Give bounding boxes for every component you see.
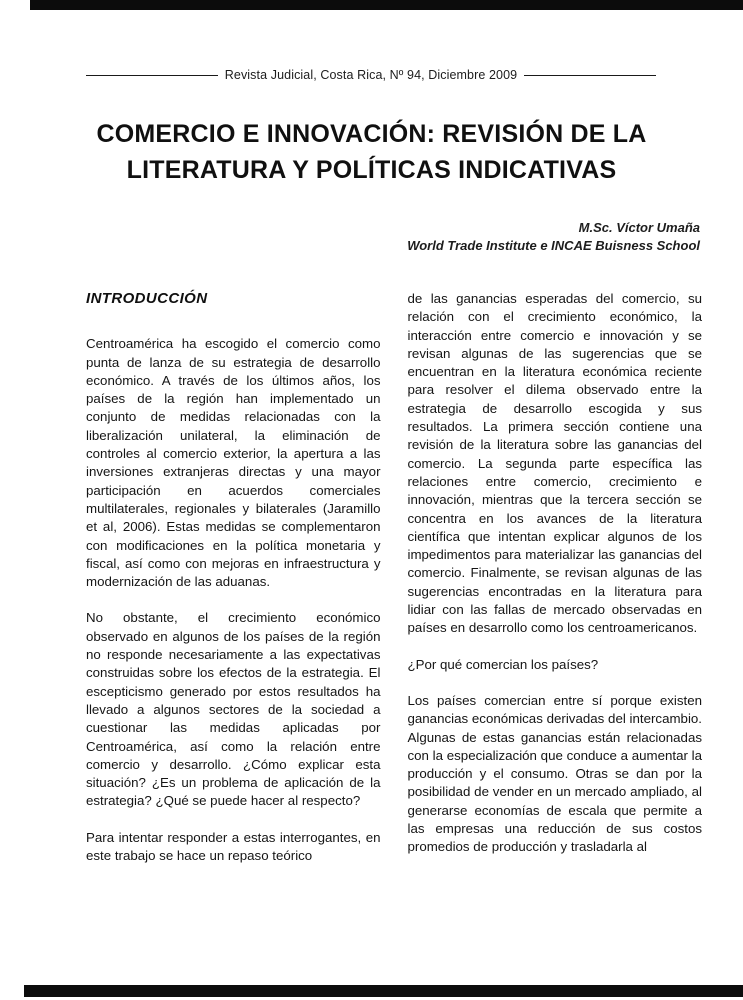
- question-heading: ¿Por qué comercian los países?: [407, 656, 599, 672]
- author-block: [407, 219, 700, 254]
- header-rule-right: [524, 75, 656, 76]
- article-title-line1: COMERCIO E INNOVACIÓN: REVISIÓN DE LA: [96, 120, 647, 148]
- body-columns: [86, 290, 702, 865]
- author-name: M.Sc. Víctor Umaña: [578, 220, 700, 235]
- header-rule-left: [86, 75, 218, 76]
- paragraph: de las ganancias esperadas del comercio, su relación con el crecimiento económico, la interacción entre comercio e innovación y se revisan algunas de las sugerencias que se encuentran en la literatura económica reciente para resolver el dilema observado entre la estrategia de desarrollo escogida y sus resultados. La primera sección contiene una revisión de la literatura sobre las ganancias del comercio. La segunda parte específica las relaciones entre comercio, crecimiento e innovación, mientras que la tercera sección se concentra en los avances de la literatura científica que intentan explicar algunos de los impedimentos para materializar las ganancias del comercio. Finalmente, se revisan algunas de las sugerencias encontradas en la literatura para lidiar con las fallas de mercado observadas en países en desarrollo como los centroamericanos.: [407, 291, 702, 636]
- top-border-bar: [30, 0, 743, 10]
- paragraph: Centroamérica ha escogido el comercio como punta de lanza de su estrategia de desarrollo económico. A través de los últimos años, los países de la región han implementado un conjunto de medidas relacionadas con la liberalización unilateral, la eliminación de controles al comercio exterior, la apertura a las inversiones extranjeras directas y una mayor participación en acuerdos comerciales multilaterales, regionales y bilaterales (Jaramillo et al, 2006). Estas medidas se complementaron con modificaciones en la política monetaria y fiscal, así como con mejoras en infraestructura y modernización de las aduanas.: [86, 336, 381, 590]
- article-title-line2: LITERATURA Y POLÍTICAS INDICATIVAS: [126, 156, 617, 184]
- article-title: [43, 116, 700, 188]
- section-heading-introduccion: INTRODUCCIÓN: [86, 290, 208, 307]
- left-column: [86, 290, 381, 865]
- right-column: [408, 290, 703, 865]
- paragraph: Para intentar responder a estas interrogantes, en este trabajo se hace un repaso teórico: [86, 829, 381, 864]
- author-affiliation: World Trade Institute e INCAE Buisness School: [407, 237, 700, 253]
- journal-header: [86, 68, 656, 82]
- bottom-border-bar: [24, 985, 743, 997]
- paragraph: Los países comercian entre sí porque existen ganancias económicas derivadas del intercambio. Algunas de estas ganancias están relacionadas con la especialización que conduce a aumentar la producción y el consumo. Otras se dan por la posibilidad de vender en un mercado ampliado, al generarse economías de escala que permite a las empresas una reducción de sus costos promedios de producción y trasladarla al: [407, 692, 702, 855]
- journal-info: Revista Judicial, Costa Rica, Nº 94, Diciembre 2009: [224, 68, 518, 82]
- paragraph: No obstante, el crecimiento económico observado en algunos de los países de la región no responde necesariamente a las expectativas construidas sobre los efectos de la estrategia. El escepticismo generado por estos resultados ha llevado a algunos sectores de la sociedad a cuestionar las medidas aplicadas por Centroamérica, así como la relación entre comercio y desarrollo. ¿Cómo explicar esta situación? ¿Es un problema de aplicación de la estrategia? ¿Qué se puede hacer al respecto?: [86, 610, 381, 809]
